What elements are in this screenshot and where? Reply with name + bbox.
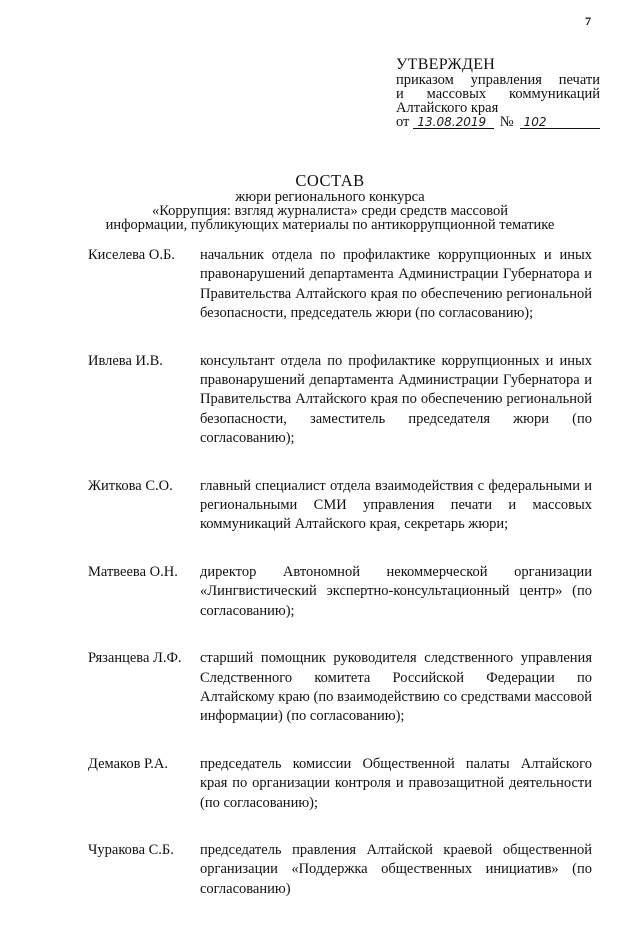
jury-members-list [88,246,592,927]
jury-member [88,563,592,621]
member-role: главный специалист отдела взаимодействия с федеральными и региональными СМИ управления печати и массовых коммуникаций Алтайского края, секретарь жюри; [200,477,592,533]
heading-line-1: жюри регионального конкурса [235,189,425,205]
jury-member [88,649,592,727]
member-name: Матвеева О.Н. [88,563,178,580]
jury-member [88,246,592,324]
approval-title: УТВЕРЖДЕН [396,56,496,73]
member-role: консультант отдела по профилактике коррупционных и иных правонарушений департамента Администрации Губернатора и Правительства Алтайского края по обеспечению региональной безопасности, заместитель председателя жюри (по согласованию); [200,352,592,447]
member-name: Ивлева И.В. [88,352,163,369]
member-role: начальник отдела по профилактике коррупционных и иных правонарушений департамента Администрации Губернатора и Правительства Алтайского края по обеспечению региональной безопасности, председатель жюри (по согласованию); [200,247,592,322]
jury-member [88,352,592,449]
member-role: председатель правления Алтайской краевой общественной организации «Поддержка общественных инициатив» (по согласованию) [200,841,592,897]
approval-number: 102 [520,116,600,129]
member-role: директор Автономной некоммерческой организации «Лингвистический экспертно-консультационный центр» (по согласованию); [200,563,592,619]
approval-date-line [396,115,600,129]
approval-line-2: и массовых коммуникаций [396,86,600,102]
member-name: Демаков Р.А. [88,755,169,772]
jury-member [88,477,592,535]
member-role: председатель комиссии Общественной палаты Алтайского края по организации контроля и правозащитной деятельности (по согласованию); [200,755,592,811]
number-sign: № [499,114,514,130]
heading-line-3: информации, публикующих материалы по антикоррупционной тематике [105,217,555,233]
heading-title: СОСТАВ [295,171,365,190]
approval-stamp [396,56,600,129]
member-name: Киселева О.Б. [88,247,175,263]
page-number: 7 [585,14,591,28]
approval-date: 13.08.2019 [413,116,493,129]
approval-line-1: приказом управления печати [396,72,600,88]
date-prefix: от [396,114,410,130]
document-heading [60,172,600,232]
jury-member [88,841,592,899]
member-role: старший помощник руководителя следственного управления Следственного комитета Российской Федерации по Алтайскому краю (по взаимодействию со средствами массовой информации) (по согласованию); [200,650,592,725]
jury-member [88,755,592,813]
member-name: Житкова С.О. [88,477,173,494]
member-name: Чуракова С.Б. [88,841,174,858]
member-name: Рязанцева Л.Ф. [88,650,182,667]
heading-line-2: «Коррупция: взгляд журналиста» среди средств массовой [151,203,509,219]
approval-line-3: Алтайского края [396,100,499,116]
